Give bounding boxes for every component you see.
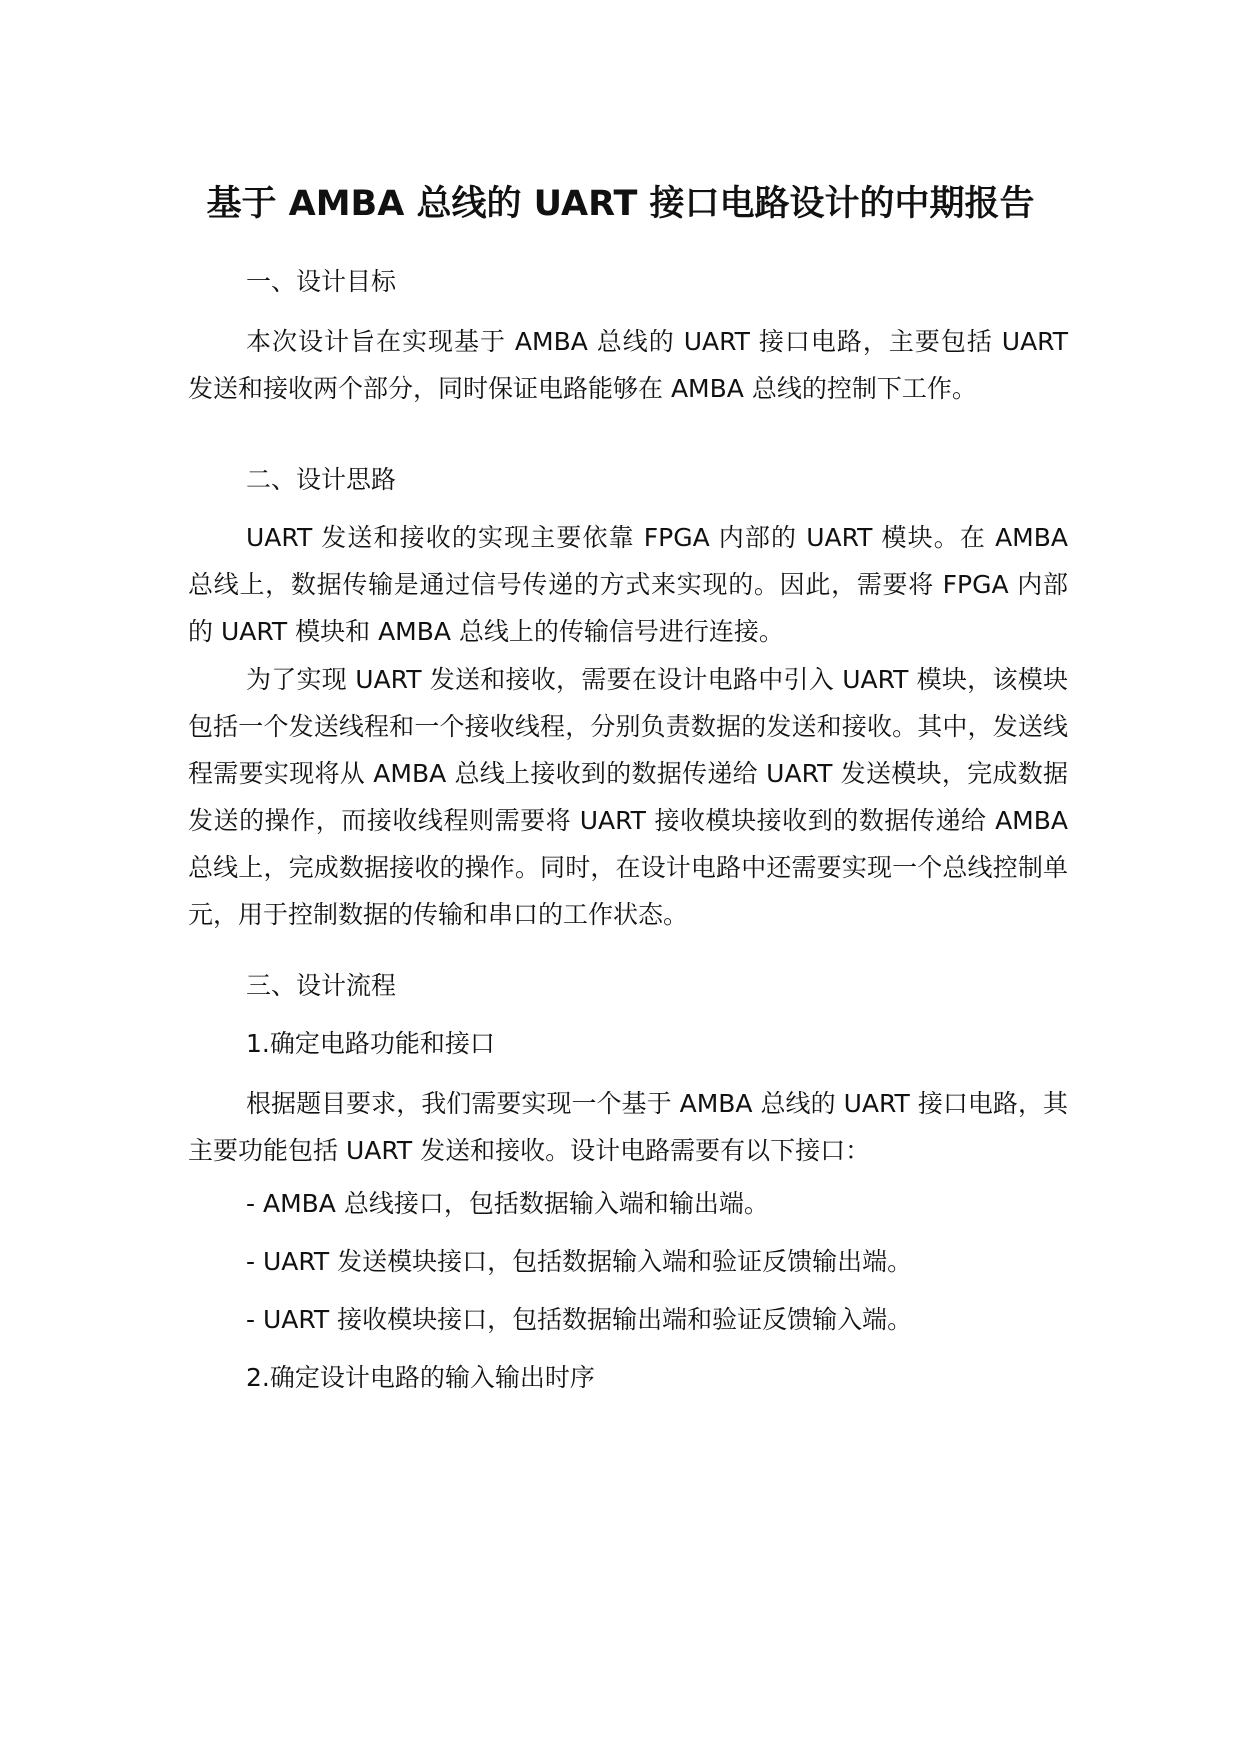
section-heading-design-goal: 一、设计目标 xyxy=(246,267,397,296)
step1-paragraph: 根据题目要求，我们需要实现一个基于 AMBA 总线的 UART 接口电路，其主要功能包括 UART 发送和接收。设计电路需要有以下接口： xyxy=(188,1089,1068,1165)
step-heading-2: 2.确定设计电路的输入输出时序 xyxy=(246,1363,595,1392)
interface-list-item: - AMBA 总线接口，包括数据输入端和输出端。 xyxy=(246,1189,769,1218)
design-idea-paragraph-2: 为了实现 UART 发送和接收，需要在设计电路中引入 UART 模块，该模块包括一个发送线程和一个接收线程，分别负责数据的发送和接收。其中，发送线程需要实现将从 AMBA 总线上接收到的数据传递给 UART 发送模块，完成数据发送的操作，而接收线程则需要将 UART 接收模块接收到的数据传递给 AMBA 总线上，完成数据接收的操作。同时，在设计电路中还需要实现一个总线控制单元，用于控制数据的传输和串口的工作状态。 xyxy=(188,665,1068,929)
interface-list-item: - UART 接收模块接口，包括数据输出端和验证反馈输入端。 xyxy=(246,1305,913,1334)
design-idea-paragraph-1: UART 发送和接收的实现主要依靠 FPGA 内部的 UART 模块。在 AMBA 总线上，数据传输是通过信号传递的方式来实现的。因此，需要将 FPGA 内部的 UART 模块和 AMBA 总线上的传输信号进行连接。 xyxy=(188,523,1068,646)
section-heading-design-flow: 三、设计流程 xyxy=(246,971,397,1000)
design-goal-paragraph: 本次设计旨在实现基于 AMBA 总线的 UART 接口电路，主要包括 UART 发送和接收两个部分，同时保证电路能够在 AMBA 总线的控制下工作。 xyxy=(188,327,1068,403)
interface-list-item: - UART 发送模块接口，包括数据输入端和验证反馈输出端。 xyxy=(246,1247,913,1276)
step-heading-1: 1.确定电路功能和接口 xyxy=(246,1029,495,1058)
document-title: 基于 AMBA 总线的 UART 接口电路设计的中期报告 xyxy=(206,184,1035,224)
section-heading-design-idea: 二、设计思路 xyxy=(246,465,397,494)
